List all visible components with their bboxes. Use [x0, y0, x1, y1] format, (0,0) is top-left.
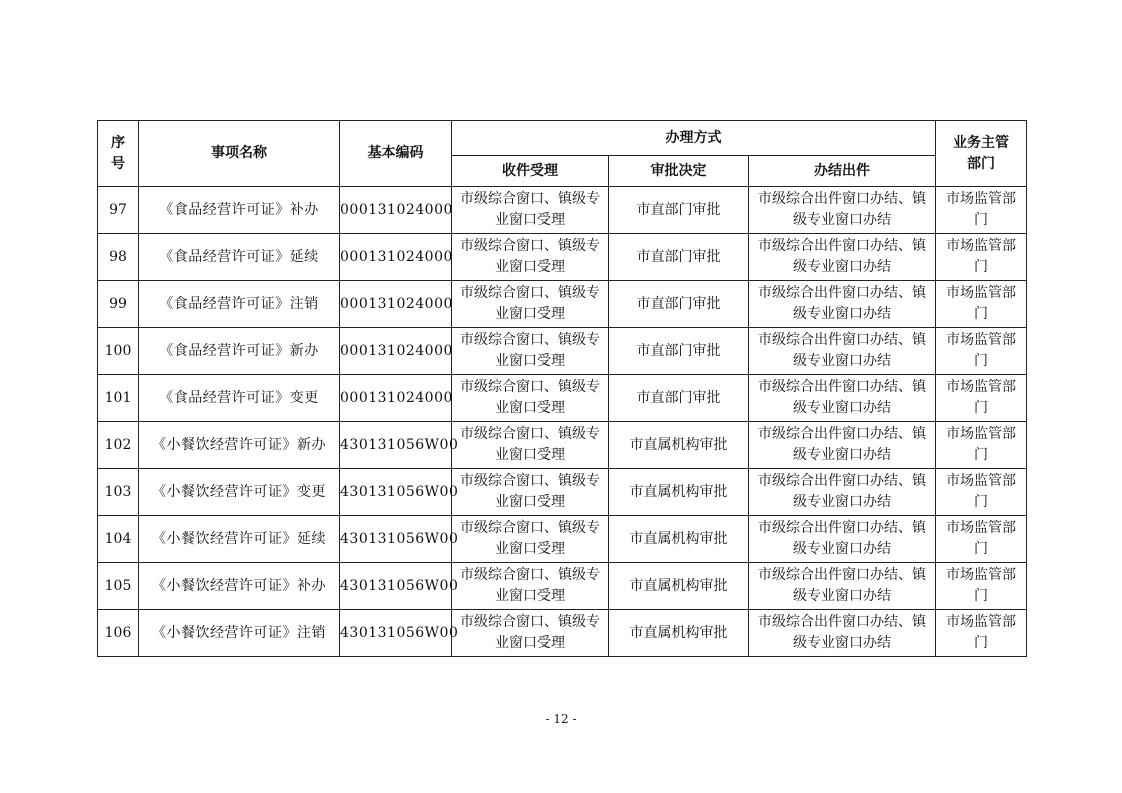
- cell-receive: 市级综合窗口、镇级专业窗口受理: [452, 234, 609, 281]
- cell-name: 《小餐饮经营许可证》补办: [139, 563, 340, 610]
- header-name: 事项名称: [139, 121, 340, 187]
- header-method: 办理方式: [452, 121, 936, 156]
- cell-receive: 市级综合窗口、镇级专业窗口受理: [452, 563, 609, 610]
- cell-dept: 市场监管部门: [936, 422, 1027, 469]
- cell-receive: 市级综合窗口、镇级专业窗口受理: [452, 516, 609, 563]
- cell-approve: 市直属机构审批: [609, 422, 749, 469]
- cell-complete: 市级综合出件窗口办结、镇级专业窗口办结: [749, 563, 936, 610]
- cell-dept: 市场监管部门: [936, 234, 1027, 281]
- cell-name: 《食品经营许可证》补办: [139, 187, 340, 234]
- cell-dept: 市场监管部门: [936, 469, 1027, 516]
- cell-receive: 市级综合窗口、镇级专业窗口受理: [452, 328, 609, 375]
- cell-dept: 市场监管部门: [936, 328, 1027, 375]
- cell-complete: 市级综合出件窗口办结、镇级专业窗口办结: [749, 187, 936, 234]
- cell-code: 430131056W00: [340, 610, 452, 657]
- cell-seq: 106: [98, 610, 139, 657]
- cell-seq: 103: [98, 469, 139, 516]
- cell-receive: 市级综合窗口、镇级专业窗口受理: [452, 610, 609, 657]
- cell-dept: 市场监管部门: [936, 187, 1027, 234]
- cell-code: 000131024000: [340, 281, 452, 328]
- cell-approve: 市直部门审批: [609, 281, 749, 328]
- header-dept: [936, 121, 1027, 187]
- table-body: [98, 187, 1027, 657]
- cell-dept: 市场监管部门: [936, 375, 1027, 422]
- header-code: 基本编码: [340, 121, 452, 187]
- cell-seq: 104: [98, 516, 139, 563]
- cell-seq: 102: [98, 422, 139, 469]
- table-row: [98, 422, 1027, 469]
- table-row: [98, 469, 1027, 516]
- cell-name: 《食品经营许可证》延续: [139, 234, 340, 281]
- cell-seq: 100: [98, 328, 139, 375]
- cell-receive: 市级综合窗口、镇级专业窗口受理: [452, 281, 609, 328]
- header-dept-label: 业务主管 部门: [953, 134, 1009, 172]
- cell-complete: 市级综合出件窗口办结、镇级专业窗口办结: [749, 469, 936, 516]
- cell-seq: 99: [98, 281, 139, 328]
- table-row: [98, 375, 1027, 422]
- cell-code: 000131024000: [340, 234, 452, 281]
- cell-approve: 市直部门审批: [609, 375, 749, 422]
- cell-seq: 98: [98, 234, 139, 281]
- cell-approve: 市直部门审批: [609, 234, 749, 281]
- cell-receive: 市级综合窗口、镇级专业窗口受理: [452, 422, 609, 469]
- cell-code: 430131056W00: [340, 422, 452, 469]
- header-seq: [98, 121, 139, 187]
- cell-code: 000131024000: [340, 187, 452, 234]
- cell-name: 《小餐饮经营许可证》注销: [139, 610, 340, 657]
- cell-receive: 市级综合窗口、镇级专业窗口受理: [452, 469, 609, 516]
- header-receive: 收件受理: [452, 156, 609, 187]
- page-number: - 12 -: [545, 712, 577, 726]
- cell-code: 430131056W00: [340, 563, 452, 610]
- table-row: [98, 610, 1027, 657]
- cell-approve: 市直部门审批: [609, 187, 749, 234]
- cell-approve: 市直属机构审批: [609, 563, 749, 610]
- cell-approve: 市直属机构审批: [609, 516, 749, 563]
- cell-dept: 市场监管部门: [936, 281, 1027, 328]
- cell-complete: 市级综合出件窗口办结、镇级专业窗口办结: [749, 234, 936, 281]
- cell-name: 《小餐饮经营许可证》延续: [139, 516, 340, 563]
- cell-complete: 市级综合出件窗口办结、镇级专业窗口办结: [749, 281, 936, 328]
- table-header: [98, 121, 1027, 187]
- cell-approve: 市直属机构审批: [609, 610, 749, 657]
- cell-approve: 市直属机构审批: [609, 469, 749, 516]
- table-row: [98, 187, 1027, 234]
- cell-complete: 市级综合出件窗口办结、镇级专业窗口办结: [749, 516, 936, 563]
- cell-complete: 市级综合出件窗口办结、镇级专业窗口办结: [749, 422, 936, 469]
- cell-complete: 市级综合出件窗口办结、镇级专业窗口办结: [749, 375, 936, 422]
- table-row: [98, 563, 1027, 610]
- cell-name: 《食品经营许可证》注销: [139, 281, 340, 328]
- table-row: [98, 281, 1027, 328]
- cell-receive: 市级综合窗口、镇级专业窗口受理: [452, 187, 609, 234]
- cell-code: 000131024000: [340, 328, 452, 375]
- cell-seq: 105: [98, 563, 139, 610]
- cell-name: 《食品经营许可证》新办: [139, 328, 340, 375]
- table-row: [98, 516, 1027, 563]
- cell-seq: 101: [98, 375, 139, 422]
- header-approve: 审批决定: [609, 156, 749, 187]
- cell-complete: 市级综合出件窗口办结、镇级专业窗口办结: [749, 610, 936, 657]
- matters-table: [97, 120, 1027, 657]
- cell-code: 430131056W00: [340, 516, 452, 563]
- cell-name: 《食品经营许可证》变更: [139, 375, 340, 422]
- cell-name: 《小餐饮经营许可证》变更: [139, 469, 340, 516]
- cell-seq: 97: [98, 187, 139, 234]
- header-seq-label: 序 号: [111, 134, 125, 172]
- cell-complete: 市级综合出件窗口办结、镇级专业窗口办结: [749, 328, 936, 375]
- cell-approve: 市直部门审批: [609, 328, 749, 375]
- cell-dept: 市场监管部门: [936, 563, 1027, 610]
- header-complete: 办结出件: [749, 156, 936, 187]
- cell-name: 《小餐饮经营许可证》新办: [139, 422, 340, 469]
- cell-dept: 市场监管部门: [936, 610, 1027, 657]
- cell-code: 430131056W00: [340, 469, 452, 516]
- table-row: [98, 234, 1027, 281]
- cell-dept: 市场监管部门: [936, 516, 1027, 563]
- cell-code: 000131024000: [340, 375, 452, 422]
- table-row: [98, 328, 1027, 375]
- cell-receive: 市级综合窗口、镇级专业窗口受理: [452, 375, 609, 422]
